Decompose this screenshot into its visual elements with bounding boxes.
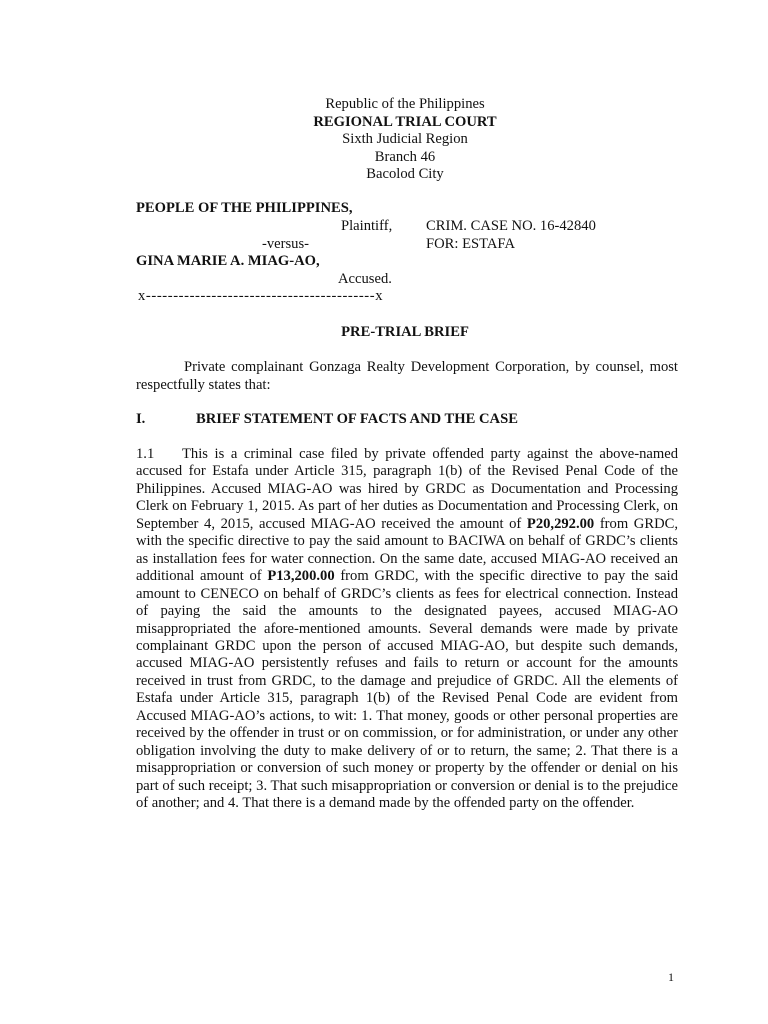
header-court: REGIONAL TRIAL COURT (313, 113, 497, 130)
header-city: Bacolod City (366, 166, 444, 182)
page-number: 1 (668, 970, 674, 984)
versus-label: -versus- (262, 236, 310, 252)
plaintiff-name: PEOPLE OF THE PHILIPPINES, (136, 200, 353, 216)
paragraph-text-part-2: from GRDC, with the specific directive to pay the said amount to BACIWA on behalf of GRDC’s clients as installation fees for water connection. On the same date, accused MIAG-AO received an additional amount of (136, 515, 678, 585)
section-heading (136, 411, 678, 429)
plaintiff-role: Plaintiff, (341, 218, 393, 234)
section-title: BRIEF STATEMENT OF FACTS AND THE CASE (196, 411, 518, 427)
accused-name: GINA MARIE A. MIAG-AO, (136, 253, 320, 269)
amount-ceneco: P13,200.00 (267, 568, 335, 585)
case-offense: FOR: ESTAFA (426, 236, 515, 252)
header-region: Sixth Judicial Region (342, 131, 468, 147)
header-branch: Branch 46 (374, 148, 436, 165)
accused-role: Accused. (338, 271, 392, 287)
paragraph-number: 1.1 (136, 446, 155, 462)
section-number: I. (136, 411, 146, 427)
caption-separator: x------------------------------------------x (138, 288, 384, 304)
intro-paragraph: Private complainant Gonzaga Realty Development Corporation, by counsel, most respectfully states that: (136, 359, 678, 393)
case-number: CRIM. CASE NO. 16-42840 (426, 218, 596, 234)
paragraph-text-part-3: from GRDC, with the specific directive to pay the said amount to CENECO on behalf of GRDC’s clients as fees for electrical connection. Instead of paying the said the amounts to the designated payees, accused MIAG-AO misappropriated the afore-mentioned amounts. Several demands were made by private complainant GRDC upon the person of accused MIAG-AO, but despite such demands, accused MIAG-AO persistently refuses and fails to return or account for the amounts received in trust from GRDC, to the damage and prejudice of GRDC. All the elements of Estafa under Article 315, paragraph 1(b) of the Revised Penal Code are evident from Accused MIAG-AO’s actions, to wit: 1. That money, goods or other personal properties are received by the offender in trust or on commission, or for administration, or under any other obligation involving the duty to make delivery of or to return, the same; 2. That there is a misappropriation or conversion of such money or property by the offender or denial on his part of such receipt; 3. That such misappropriation or conversion or denial is to the prejudice of another; and 4. That there is a demand made by the offended party on the offender. (136, 568, 678, 812)
header-republic: Republic of the Philippines (325, 96, 485, 112)
paragraph-1-1 (136, 446, 678, 813)
paragraph-text-part-1: This is a criminal case filed by private offended party against the above-named accused for Estafa under Article 315, paragraph 1(b) of the Revised Penal Code of the Philippines. Accused MIAG-AO was hired by GRDC as Documentation and Processing Clerk on February 1, 2015. As part of her duties as Documentation and Processing Clerk, on September 4, 2015, accused MIAG-AO received the amount of (136, 446, 678, 532)
case-caption (136, 200, 696, 310)
document-title: PRE-TRIAL BRIEF (341, 324, 469, 340)
court-header (0, 96, 768, 184)
amount-baciwa: P20,292.00 (526, 515, 595, 532)
